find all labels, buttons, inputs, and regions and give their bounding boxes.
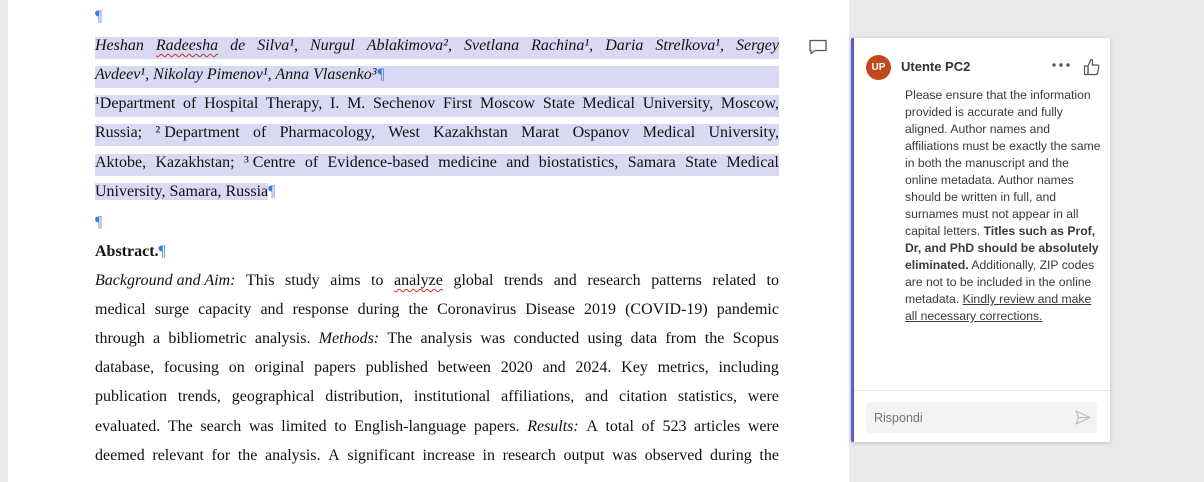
word: during xyxy=(709,447,752,464)
word: surge xyxy=(154,301,190,318)
word: was xyxy=(248,418,274,435)
word: Russia; xyxy=(95,124,143,141)
word: through xyxy=(95,330,145,347)
word: on xyxy=(228,359,245,376)
word: evaluated. xyxy=(95,418,161,435)
send-icon[interactable] xyxy=(1075,410,1091,425)
word: University, xyxy=(642,95,714,112)
word: Moscow xyxy=(480,95,536,112)
word: metrics, xyxy=(657,359,709,376)
word: Evidence-based xyxy=(327,154,429,171)
word: and xyxy=(585,388,609,405)
affiliation-line[interactable] xyxy=(95,124,779,146)
word: search xyxy=(200,418,242,435)
word: Heshan xyxy=(95,37,144,54)
word: global xyxy=(453,272,494,289)
word: Daria xyxy=(605,37,644,54)
word: Therapy, xyxy=(266,95,323,112)
word: Ablakimova², xyxy=(366,37,452,54)
word: the xyxy=(704,330,725,347)
word: published xyxy=(365,359,428,376)
word: ² Department xyxy=(155,124,240,141)
word: Rachina¹, xyxy=(531,37,594,54)
word: Ospanov xyxy=(572,124,630,141)
word: Medical xyxy=(642,124,696,141)
word: institutional xyxy=(413,388,491,405)
reply-box[interactable] xyxy=(866,402,1097,433)
word: This xyxy=(245,272,275,289)
pilcrow-mark: ¶ xyxy=(376,66,385,83)
word: affiliations, xyxy=(501,388,575,405)
word: publication xyxy=(95,388,167,405)
word: the xyxy=(237,447,258,464)
word: research xyxy=(587,272,641,289)
word: database, xyxy=(95,359,155,376)
word: bibliometric xyxy=(168,330,247,347)
word: statistics, xyxy=(677,388,737,405)
word: 2024. xyxy=(575,359,612,376)
word: Svetlana xyxy=(463,37,520,54)
comment-body xyxy=(905,87,1101,325)
word: of xyxy=(253,124,267,141)
methods-label: Methods: xyxy=(318,330,380,347)
comment-text-underlined: Kindly review and make all necessary corrections. xyxy=(905,292,1092,323)
word: Samara xyxy=(627,154,676,171)
comment-author: Utente PC2 xyxy=(901,59,971,74)
abstract-line[interactable] xyxy=(95,272,779,290)
word: medicine xyxy=(438,154,497,171)
word: citation xyxy=(619,388,667,405)
word: Kazakhstan; xyxy=(155,154,235,171)
word: trends xyxy=(504,272,544,289)
comment-text-part: Please ensure that the information provided is accurate and fully aligned. Author names and affiliations must be exactly the same in both the manuscript and the online metadata. Author names should be written in full, and surnames must not appear in all capital letters. xyxy=(905,88,1101,238)
comment-card[interactable] xyxy=(851,38,1110,442)
word: First xyxy=(442,95,473,112)
abstract-line[interactable] xyxy=(95,388,779,406)
word: Sergey xyxy=(736,37,779,54)
word: increase xyxy=(422,447,475,464)
comment-text-part: Additionally, ZIP codes are not to be included in the online metadata. xyxy=(905,258,1095,306)
word: deemed xyxy=(95,447,145,464)
authors-text: Avdeev¹, Nikolay Pimenov¹, Anna Vlasenko³ xyxy=(95,66,377,83)
word: English-language xyxy=(354,418,467,435)
word: of xyxy=(183,95,197,112)
word: biostatistics, xyxy=(538,154,619,171)
word: focusing xyxy=(163,359,219,376)
word: Kazakhstan xyxy=(433,124,508,141)
word: trends, xyxy=(177,388,221,405)
abstract-line[interactable] xyxy=(95,447,779,465)
abstract-line[interactable] xyxy=(95,359,779,377)
word: of xyxy=(304,154,319,171)
word: related xyxy=(712,272,756,289)
word: to xyxy=(371,272,384,289)
word: a xyxy=(153,330,161,347)
empty-paragraph[interactable] xyxy=(95,8,102,26)
word: A xyxy=(328,447,340,464)
word: Nurgul xyxy=(310,37,355,54)
like-icon[interactable] xyxy=(1082,57,1102,77)
word: de xyxy=(230,37,246,54)
word: University, xyxy=(708,124,779,141)
word: capacity xyxy=(198,301,252,318)
affiliation-line[interactable] xyxy=(95,95,779,117)
word: study xyxy=(285,272,320,289)
word: during xyxy=(357,301,400,318)
word: limited xyxy=(281,418,327,435)
word: Medical xyxy=(726,154,779,171)
word: in xyxy=(482,447,495,464)
word: observed xyxy=(644,447,703,464)
word: and xyxy=(542,359,566,376)
word: total xyxy=(605,418,634,435)
word: Scopus xyxy=(732,330,779,347)
word: Marat xyxy=(521,124,560,141)
word: including xyxy=(718,359,779,376)
word: to xyxy=(766,272,779,289)
pilcrow-mark: ¶ xyxy=(95,8,103,25)
word: using xyxy=(587,330,623,347)
affiliation-line[interactable] xyxy=(95,154,779,176)
abstract-line[interactable] xyxy=(95,418,779,436)
word: (COVID-19) xyxy=(625,301,708,318)
authors-line[interactable] xyxy=(95,66,779,88)
word: Sechenov xyxy=(373,95,436,112)
word: the xyxy=(408,301,429,318)
word: Radeesha xyxy=(155,37,219,54)
word: 2020 xyxy=(500,359,533,376)
word: ³ Centre xyxy=(243,154,296,171)
reply-input[interactable] xyxy=(866,402,1082,433)
word: papers xyxy=(314,359,356,376)
word: The xyxy=(167,418,193,435)
abstract-line[interactable] xyxy=(95,301,779,319)
word: for xyxy=(211,447,231,464)
word: Aktobe, xyxy=(95,154,147,171)
word: geographical xyxy=(231,388,315,405)
word: I. xyxy=(330,95,340,112)
word: Coronavirus xyxy=(437,301,517,318)
word: of xyxy=(641,418,655,435)
affiliation-text: University, Samara, Russia xyxy=(95,183,269,200)
comment-marker-icon[interactable] xyxy=(808,39,828,55)
word: to xyxy=(334,418,347,435)
word: State xyxy=(685,154,718,171)
word: were xyxy=(747,388,779,405)
avatar: UP xyxy=(866,55,891,80)
affiliation-line[interactable] xyxy=(95,183,275,205)
word: relevant xyxy=(152,447,204,464)
word: output xyxy=(563,447,605,464)
pilcrow-mark: ¶ xyxy=(268,183,276,200)
word: medical xyxy=(95,301,146,318)
pilcrow-mark: ¶ xyxy=(95,214,103,231)
pilcrow-mark: ¶ xyxy=(158,243,166,260)
document-page[interactable] xyxy=(8,0,849,482)
word: Disease xyxy=(525,301,575,318)
word: West xyxy=(388,124,420,141)
word: distribution, xyxy=(325,388,404,405)
word: original xyxy=(254,359,305,376)
word: Silva¹, xyxy=(257,37,298,54)
word: articles xyxy=(694,418,741,435)
word: Key xyxy=(621,359,648,376)
empty-paragraph[interactable] xyxy=(95,214,102,232)
word: State xyxy=(542,95,575,112)
word: the xyxy=(759,447,779,464)
word: papers. xyxy=(473,418,520,435)
word: were xyxy=(747,418,779,435)
word: from xyxy=(665,330,697,347)
word: patterns xyxy=(651,272,702,289)
more-options-icon[interactable] xyxy=(1050,58,1072,72)
word: analysis. xyxy=(254,330,311,347)
word: response xyxy=(292,301,349,318)
comment-text-bold: Titles such as Prof, Dr, and PhD should be absolutely eliminated. xyxy=(905,224,1099,272)
word: between xyxy=(437,359,491,376)
word: data xyxy=(630,330,658,347)
word: Hospital xyxy=(204,95,259,112)
abstract-line[interactable] xyxy=(95,330,779,348)
word: and xyxy=(260,301,284,318)
divider xyxy=(854,390,1110,391)
word: ¹Department xyxy=(95,95,176,112)
word: Medical xyxy=(582,95,635,112)
word: Strelkova¹, xyxy=(655,37,725,54)
word: and xyxy=(506,154,530,171)
word: The xyxy=(387,330,413,347)
word: A xyxy=(586,418,598,435)
word: Pharmacology, xyxy=(279,124,376,141)
word: M. xyxy=(347,95,366,112)
results-label: Results: xyxy=(527,418,579,435)
word: conducted xyxy=(513,330,580,347)
word: pandemic xyxy=(716,301,779,318)
word: was xyxy=(480,330,506,347)
word: research xyxy=(502,447,556,464)
background-aim-label: Background and Aim: xyxy=(95,272,236,289)
word: analysis. xyxy=(264,447,321,464)
abstract-heading[interactable] xyxy=(95,243,166,261)
word: Moscow, xyxy=(720,95,779,112)
word: was xyxy=(612,447,637,464)
abstract-heading-text: Abstract. xyxy=(95,243,159,260)
word: and xyxy=(553,272,577,289)
word: analysis xyxy=(420,330,473,347)
authors-line[interactable] xyxy=(95,37,779,59)
word: analyze xyxy=(394,272,443,289)
word: 523 xyxy=(662,418,687,435)
word: 2019 xyxy=(584,301,617,318)
word: aims xyxy=(330,272,361,289)
word: significant xyxy=(347,447,415,464)
